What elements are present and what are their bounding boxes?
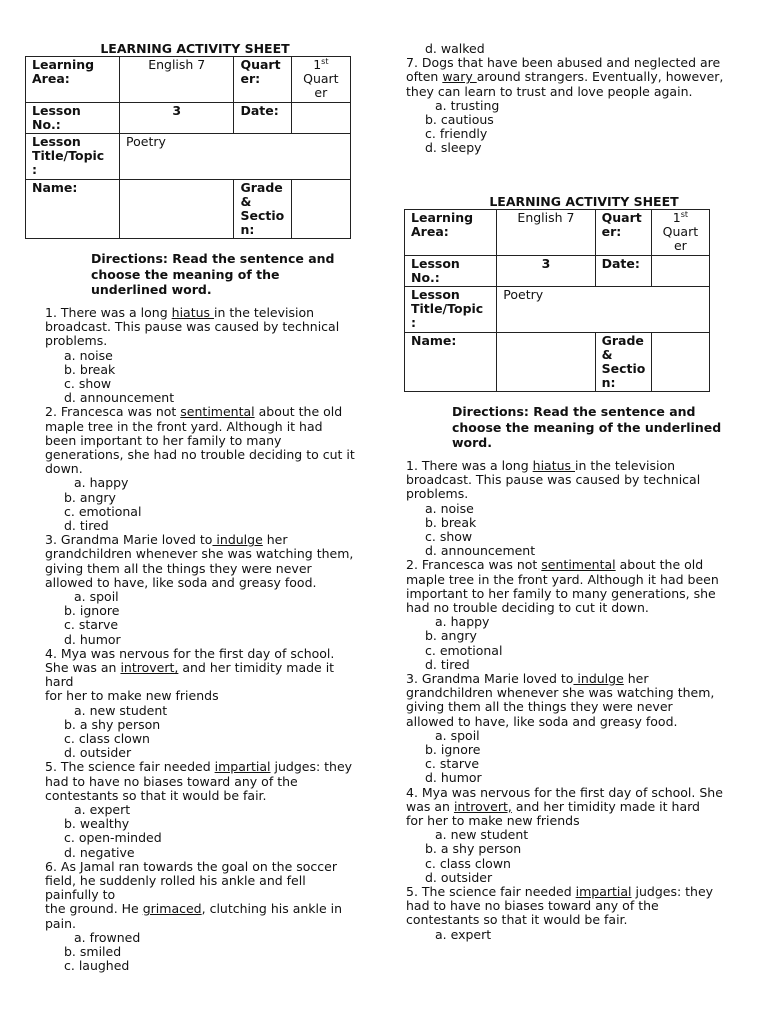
option: c. class clown bbox=[425, 855, 511, 871]
option: a. new student bbox=[435, 827, 529, 843]
grade-value bbox=[291, 179, 350, 239]
grade-label: Grade & Sectio n: bbox=[234, 179, 291, 239]
info-table bbox=[25, 56, 351, 239]
topic-label: Lesson Title/Topic : bbox=[26, 134, 120, 180]
option: c. show bbox=[425, 528, 473, 544]
sheet-title: LEARNING ACTIVITY SHEET bbox=[489, 194, 679, 209]
question-2: 2. Francesca was not sentimental about the old maple tree in the front yard. Although it had been important to her family to many generations, she had no trouble deciding to cut it down. bbox=[45, 404, 355, 477]
option: a. happy bbox=[74, 475, 129, 491]
date-label: Date: bbox=[234, 102, 291, 133]
question-4-continued: for her to make new friends bbox=[45, 688, 219, 704]
option: c. starve bbox=[425, 756, 480, 772]
option: d. announcement bbox=[425, 543, 536, 559]
grade-value bbox=[651, 332, 709, 392]
option: d. announcement bbox=[64, 390, 175, 406]
option: d. outsider bbox=[64, 745, 132, 761]
learning-area-label: Learning Area: bbox=[405, 210, 497, 256]
lesson-no-label: Lesson No.: bbox=[26, 102, 120, 133]
option: a. frowned bbox=[74, 929, 141, 945]
option: d. negative bbox=[64, 844, 135, 860]
option: b. angry bbox=[425, 628, 477, 644]
option: a. new student bbox=[74, 702, 168, 718]
quarter-value: 1st Quart er bbox=[651, 210, 709, 256]
option: b. ignore bbox=[64, 603, 120, 619]
option: a. noise bbox=[64, 347, 113, 363]
option: b. a shy person bbox=[64, 716, 161, 732]
name-label: Name: bbox=[405, 332, 497, 392]
question-7: 7. Dogs that have been abused and neglected are often wary around strangers. Eventually, however, they can learn to trust and love people again. bbox=[406, 55, 724, 99]
question-1: 1. There was a long hiatus in the television broadcast. This pause was caused by technical problems. bbox=[406, 457, 701, 502]
lesson-no-label: Lesson No.: bbox=[405, 255, 497, 286]
option: a. expert bbox=[435, 926, 492, 942]
info-table bbox=[404, 209, 710, 392]
question-list bbox=[45, 306, 357, 974]
directions: Directions: Read the sentence and choose the meaning of the underlined word. bbox=[452, 404, 722, 451]
option: c. show bbox=[64, 375, 112, 391]
question-3: 3. Grandma Marie loved to indulge her grandchildren whenever she was watching them, giving them all the things they were never allowed to have, like soda and greasy food. bbox=[45, 532, 354, 590]
question-list bbox=[406, 459, 724, 942]
name-value bbox=[497, 332, 595, 392]
grade-label: Grade & Sectio n: bbox=[595, 332, 651, 392]
option: a. spoil bbox=[435, 727, 480, 743]
left-column bbox=[25, 42, 365, 973]
learning-area-label: Learning Area: bbox=[26, 57, 120, 103]
option: c. friendly bbox=[425, 126, 488, 142]
learning-area-value: English 7 bbox=[120, 57, 234, 103]
question-3: 3. Grandma Marie loved to indulge her grandchildren whenever she was watching them, giving them all the things they were never allowed to have, like soda and greasy food. bbox=[406, 670, 715, 729]
quarter-label: Quart er: bbox=[234, 57, 291, 103]
option: b. a shy person bbox=[425, 841, 522, 857]
option: b. angry bbox=[64, 489, 116, 505]
question-4-continued: for her to make new friends bbox=[406, 813, 580, 829]
option: c. class clown bbox=[64, 731, 150, 747]
question-6-continued: the ground. He grimaced, clutching his ankle in pain. bbox=[45, 901, 343, 931]
option: c. emotional bbox=[64, 503, 142, 519]
lesson-no-value: 3 bbox=[120, 102, 234, 133]
option: d. tired bbox=[64, 517, 109, 533]
option: d. tired bbox=[425, 656, 470, 672]
topic-value: Poetry bbox=[120, 134, 351, 180]
question-5: 5. The science fair needed impartial judges: they had to have no biases toward any of the contestants so that it would be fair. bbox=[45, 759, 353, 803]
option: b. break bbox=[64, 361, 116, 377]
option: a. noise bbox=[425, 500, 474, 516]
option: a. expert bbox=[74, 802, 131, 818]
option: b. break bbox=[425, 514, 477, 530]
date-label: Date: bbox=[595, 255, 651, 286]
date-value bbox=[651, 255, 709, 286]
question-4: 4. Mya was nervous for the first day of school. She was an introvert, and her timidity made it hard bbox=[406, 784, 723, 814]
option: c. starve bbox=[64, 617, 119, 633]
topic-label: Lesson Title/Topic : bbox=[405, 287, 497, 333]
option: c. emotional bbox=[425, 642, 503, 658]
lesson-no-value: 3 bbox=[497, 255, 595, 286]
option: b. wealthy bbox=[64, 816, 130, 832]
directions: Directions: Read the sentence and choose the meaning of the underlined word. bbox=[91, 251, 335, 298]
option: a. trusting bbox=[435, 97, 500, 113]
option: d. humor bbox=[64, 631, 121, 647]
option: d. humor bbox=[425, 770, 482, 786]
option: b. cautious bbox=[425, 112, 494, 128]
quarter-label: Quart er: bbox=[595, 210, 651, 256]
sheet-title: LEARNING ACTIVITY SHEET bbox=[100, 41, 290, 56]
learning-area-value: English 7 bbox=[497, 210, 595, 256]
option: d. outsider bbox=[425, 869, 493, 885]
option: d. sleepy bbox=[425, 140, 482, 156]
option: b. smiled bbox=[64, 944, 122, 960]
option: a. spoil bbox=[74, 589, 119, 604]
question-5: 5. The science fair needed impartial judges: they had to have no biases toward any of the contestants so that it would be fair. bbox=[406, 884, 714, 928]
quarter-value: 1st Quart er bbox=[291, 57, 350, 103]
question-2: 2. Francesca was not sentimental about the old maple tree in the front yard. Although it had been important to her family to many generations, she had no trouble deciding to cut it down. bbox=[406, 557, 719, 615]
option: c. laughed bbox=[64, 958, 130, 974]
question-4: 4. Mya was nervous for the first day of school. She was an introvert, and her timidity made it hard bbox=[45, 645, 335, 690]
question-6: 6. As Jamal ran towards the goal on the soccer field, he suddenly rolled his ankle and fell painfully to bbox=[45, 858, 337, 903]
right-column-sheet bbox=[404, 195, 744, 942]
date-value bbox=[291, 102, 350, 133]
name-value bbox=[120, 179, 234, 239]
question-1: 1. There was a long hiatus in the television broadcast. This pause was caused by technical problems. bbox=[45, 304, 340, 349]
option: a. happy bbox=[435, 614, 490, 630]
right-column-top bbox=[406, 42, 726, 156]
topic-value: Poetry bbox=[497, 287, 710, 333]
option: c. open-minded bbox=[64, 830, 162, 846]
option: d. walked bbox=[425, 41, 485, 56]
name-label: Name: bbox=[26, 179, 120, 239]
option: b. ignore bbox=[425, 742, 481, 757]
